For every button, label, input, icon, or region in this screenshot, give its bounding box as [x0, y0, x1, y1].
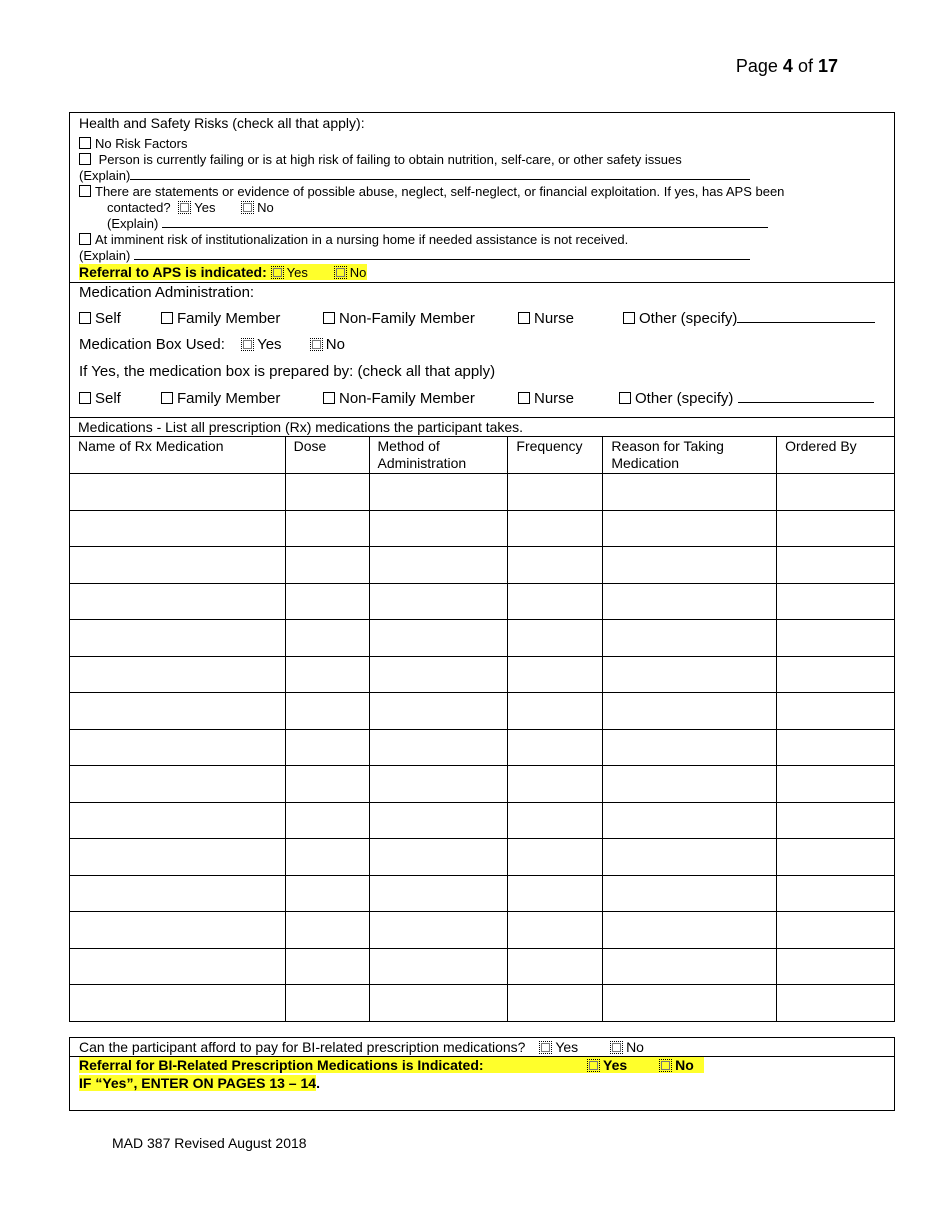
table-cell[interactable]	[777, 948, 895, 985]
section-divider	[70, 282, 894, 283]
table-cell[interactable]	[369, 985, 508, 1022]
table-row	[70, 583, 895, 620]
table-cell[interactable]	[777, 912, 895, 949]
table-cell[interactable]	[777, 802, 895, 839]
table-row	[70, 948, 895, 985]
table-cell[interactable]	[285, 839, 369, 876]
table-cell[interactable]	[369, 583, 508, 620]
afford-yes-checkbox[interactable]	[539, 1041, 552, 1054]
bi-referral-row	[79, 1057, 704, 1073]
afford-section	[69, 1037, 895, 1111]
institution-explain-row	[79, 248, 750, 263]
aps-contacted-no-checkbox[interactable]	[241, 201, 254, 214]
table-cell[interactable]	[777, 656, 895, 693]
form-footer: MAD 387 Revised August 2018	[112, 1135, 307, 1151]
table-cell[interactable]	[285, 583, 369, 620]
med-box-yes-label: Yes	[257, 336, 282, 353]
table-cell[interactable]	[508, 693, 603, 730]
table-cell[interactable]	[285, 985, 369, 1022]
page-total: 17	[817, 56, 838, 76]
table-cell[interactable]	[285, 802, 369, 839]
table-cell[interactable]	[777, 839, 895, 876]
failing-row	[79, 152, 682, 167]
table-cell[interactable]	[777, 766, 895, 803]
table-cell[interactable]	[603, 583, 777, 620]
table-row	[70, 766, 895, 803]
table-cell[interactable]	[777, 729, 895, 766]
enter-pages-row	[79, 1075, 320, 1091]
med-box-no-label: No	[325, 336, 345, 353]
rx-medications-table	[69, 417, 895, 1022]
page-of: of	[797, 56, 813, 76]
table-cell[interactable]	[508, 656, 603, 693]
admin-nonfamily-option[interactable]: Non-Family Member	[323, 310, 475, 327]
table-cell[interactable]	[603, 948, 777, 985]
bi-referral-no-label: No	[675, 1057, 694, 1073]
aps-contacted-row	[107, 200, 274, 215]
table-cell[interactable]	[70, 729, 286, 766]
aps-contacted-yes-label: Yes	[194, 200, 216, 215]
table-cell[interactable]	[603, 802, 777, 839]
table-cell[interactable]	[603, 912, 777, 949]
abuse-explain-label: (Explain)	[107, 216, 159, 231]
table-cell[interactable]	[70, 875, 286, 912]
no-risk-row	[79, 136, 187, 151]
table-cell[interactable]	[70, 912, 286, 949]
table-cell[interactable]	[777, 875, 895, 912]
aps-referral-row	[79, 264, 367, 280]
afford-question: Can the participant afford to pay for BI-related prescription medications?	[79, 1039, 526, 1055]
col-header-frequency: Frequency	[508, 437, 603, 474]
table-cell[interactable]	[285, 656, 369, 693]
table-cell[interactable]	[70, 693, 286, 730]
table-cell[interactable]	[777, 985, 895, 1022]
table-cell[interactable]	[70, 948, 286, 985]
aps-referral-yes-label: Yes	[286, 265, 308, 280]
table-cell[interactable]	[508, 802, 603, 839]
table-row	[70, 912, 895, 949]
table-cell[interactable]	[369, 948, 508, 985]
table-row	[70, 839, 895, 876]
table-row	[70, 547, 895, 584]
page-current: 4	[782, 56, 793, 76]
table-cell[interactable]	[70, 839, 286, 876]
enter-pages-period: .	[316, 1075, 320, 1091]
failing-explain-label: (Explain)	[79, 168, 131, 183]
table-cell[interactable]	[603, 729, 777, 766]
no-risk-checkbox[interactable]	[79, 137, 91, 149]
prep-family-option[interactable]: Family Member	[161, 390, 280, 407]
table-cell[interactable]	[508, 766, 603, 803]
abuse-label: There are statements or evidence of possible abuse, neglect, self-neglect, or financial exploitation. If yes, has APS been	[95, 184, 785, 199]
table-cell[interactable]	[603, 875, 777, 912]
table-cell[interactable]	[369, 474, 508, 511]
table-cell[interactable]	[369, 510, 508, 547]
table-cell[interactable]	[70, 766, 286, 803]
table-cell[interactable]	[777, 693, 895, 730]
table-cell[interactable]	[777, 620, 895, 657]
col-header-dose: Dose	[285, 437, 369, 474]
prep-other-option[interactable]: Other (specify)	[619, 390, 874, 407]
table-cell[interactable]	[369, 620, 508, 657]
table-cell[interactable]	[369, 729, 508, 766]
table-cell[interactable]	[603, 693, 777, 730]
med-box-used-row	[79, 336, 345, 353]
table-cell[interactable]	[777, 510, 895, 547]
table-cell[interactable]	[70, 620, 286, 657]
med-admin-options	[79, 310, 889, 328]
table-cell[interactable]	[70, 547, 286, 584]
bi-referral-label: Referral for BI-Related Prescription Medications is Indicated:	[79, 1057, 587, 1073]
failing-label: Person is currently failing or is at high risk of failing to obtain nutrition, self-care, or other safety issues	[98, 152, 682, 167]
aps-referral-no-label: No	[349, 265, 367, 280]
rx-table-intro: Medications - List all prescription (Rx) medications the participant takes.	[70, 418, 895, 437]
table-cell[interactable]	[508, 948, 603, 985]
table-row	[70, 693, 895, 730]
med-box-yes-checkbox[interactable]	[241, 338, 254, 351]
table-cell[interactable]	[508, 583, 603, 620]
col-header-name: Name of Rx Medication	[70, 437, 286, 474]
failing-explain-field[interactable]	[130, 168, 750, 180]
table-cell[interactable]	[285, 912, 369, 949]
table-cell[interactable]	[777, 583, 895, 620]
med-box-used-label: Medication Box Used:	[79, 336, 225, 353]
table-cell[interactable]	[70, 510, 286, 547]
table-cell[interactable]	[508, 510, 603, 547]
bi-referral-no-checkbox[interactable]	[659, 1059, 672, 1072]
table-cell[interactable]	[603, 510, 777, 547]
table-cell[interactable]	[369, 912, 508, 949]
table-cell[interactable]	[603, 656, 777, 693]
col-header-ordered-by: Ordered By	[777, 437, 895, 474]
table-cell[interactable]	[369, 802, 508, 839]
table-cell[interactable]	[508, 875, 603, 912]
table-cell[interactable]	[70, 802, 286, 839]
risk-and-admin-section	[69, 112, 895, 418]
table-cell[interactable]	[369, 656, 508, 693]
enter-pages-label: IF “Yes”, ENTER ON PAGES 13 – 14	[79, 1075, 317, 1091]
med-admin-title: Medication Administration:	[79, 284, 255, 301]
failing-checkbox[interactable]	[79, 153, 91, 165]
table-cell[interactable]	[70, 583, 286, 620]
table-cell[interactable]	[70, 474, 286, 511]
table-cell[interactable]	[285, 547, 369, 584]
page-number	[736, 56, 838, 77]
col-header-reason: Reason for Taking Medication	[603, 437, 777, 474]
table-row	[70, 802, 895, 839]
table-row	[70, 729, 895, 766]
table-cell[interactable]	[508, 839, 603, 876]
aps-contacted-no-label: No	[257, 200, 274, 215]
med-box-no-checkbox[interactable]	[310, 338, 323, 351]
bi-referral-yes-label: Yes	[603, 1057, 628, 1073]
table-cell[interactable]	[508, 729, 603, 766]
institution-row	[79, 232, 628, 247]
institution-explain-field[interactable]	[134, 248, 750, 260]
no-risk-label: No Risk Factors	[95, 136, 188, 151]
afford-no-checkbox[interactable]	[610, 1041, 623, 1054]
table-cell[interactable]	[603, 766, 777, 803]
table-cell[interactable]	[285, 729, 369, 766]
afford-no-label: No	[626, 1039, 644, 1055]
aps-contacted-yes-checkbox[interactable]	[178, 201, 191, 214]
bi-referral-yes-checkbox[interactable]	[587, 1059, 600, 1072]
prep-nonfamily-option[interactable]: Non-Family Member	[323, 390, 475, 407]
table-cell[interactable]	[603, 985, 777, 1022]
table-cell[interactable]	[285, 620, 369, 657]
table-row	[70, 985, 895, 1022]
aps-referral-no-checkbox[interactable]	[334, 266, 347, 279]
table-cell[interactable]	[369, 839, 508, 876]
table-cell[interactable]	[369, 766, 508, 803]
prepared-by-options	[79, 390, 889, 408]
col-header-method: Method of Administration	[369, 437, 508, 474]
failing-explain-row	[79, 168, 750, 183]
table-cell[interactable]	[777, 547, 895, 584]
abuse-checkbox[interactable]	[79, 185, 91, 197]
table-cell[interactable]	[777, 474, 895, 511]
rx-table-header-row	[70, 437, 895, 474]
table-cell[interactable]	[603, 620, 777, 657]
table-cell[interactable]	[285, 948, 369, 985]
table-cell[interactable]	[285, 474, 369, 511]
table-cell[interactable]	[508, 474, 603, 511]
prep-self-option[interactable]: Self	[79, 390, 121, 407]
admin-family-option[interactable]: Family Member	[161, 310, 280, 327]
table-cell[interactable]	[508, 547, 603, 584]
table-row	[70, 510, 895, 547]
aps-contacted-label: contacted?	[107, 200, 171, 215]
admin-other-option[interactable]: Other (specify)	[623, 310, 875, 327]
abuse-explain-row	[107, 216, 768, 231]
prepared-by-label: If Yes, the medication box is prepared by: (check all that apply)	[79, 363, 496, 380]
table-cell[interactable]	[70, 985, 286, 1022]
table-cell[interactable]	[285, 875, 369, 912]
prep-nurse-option[interactable]: Nurse	[518, 390, 574, 407]
afford-yes-label: Yes	[555, 1039, 579, 1055]
table-cell[interactable]	[603, 839, 777, 876]
table-cell[interactable]	[369, 875, 508, 912]
table-cell[interactable]	[508, 912, 603, 949]
table-cell[interactable]	[285, 510, 369, 547]
table-cell[interactable]	[369, 693, 508, 730]
table-row	[70, 875, 895, 912]
admin-self-option[interactable]: Self	[79, 310, 121, 327]
table-cell[interactable]	[285, 693, 369, 730]
risks-header: Health and Safety Risks (check all that apply):	[79, 115, 365, 131]
table-cell[interactable]	[603, 474, 777, 511]
institution-explain-label: (Explain)	[79, 248, 131, 263]
table-cell[interactable]	[508, 985, 603, 1022]
abuse-row	[79, 184, 784, 199]
table-row	[70, 656, 895, 693]
page-label: Page	[735, 56, 778, 76]
institution-label: At imminent risk of institutionalization in a nursing home if needed assistance is not received.	[95, 232, 629, 247]
table-cell[interactable]	[285, 766, 369, 803]
abuse-explain-field[interactable]	[162, 216, 768, 228]
institution-checkbox[interactable]	[79, 233, 91, 245]
table-cell[interactable]	[70, 656, 286, 693]
aps-referral-yes-checkbox[interactable]	[271, 266, 284, 279]
table-row	[70, 474, 895, 511]
table-cell[interactable]	[603, 547, 777, 584]
table-row	[70, 620, 895, 657]
aps-referral-label: Referral to APS is indicated:	[79, 264, 267, 280]
afford-question-row	[79, 1039, 644, 1055]
admin-nurse-option[interactable]: Nurse	[518, 310, 574, 327]
table-cell[interactable]	[369, 547, 508, 584]
table-cell[interactable]	[508, 620, 603, 657]
